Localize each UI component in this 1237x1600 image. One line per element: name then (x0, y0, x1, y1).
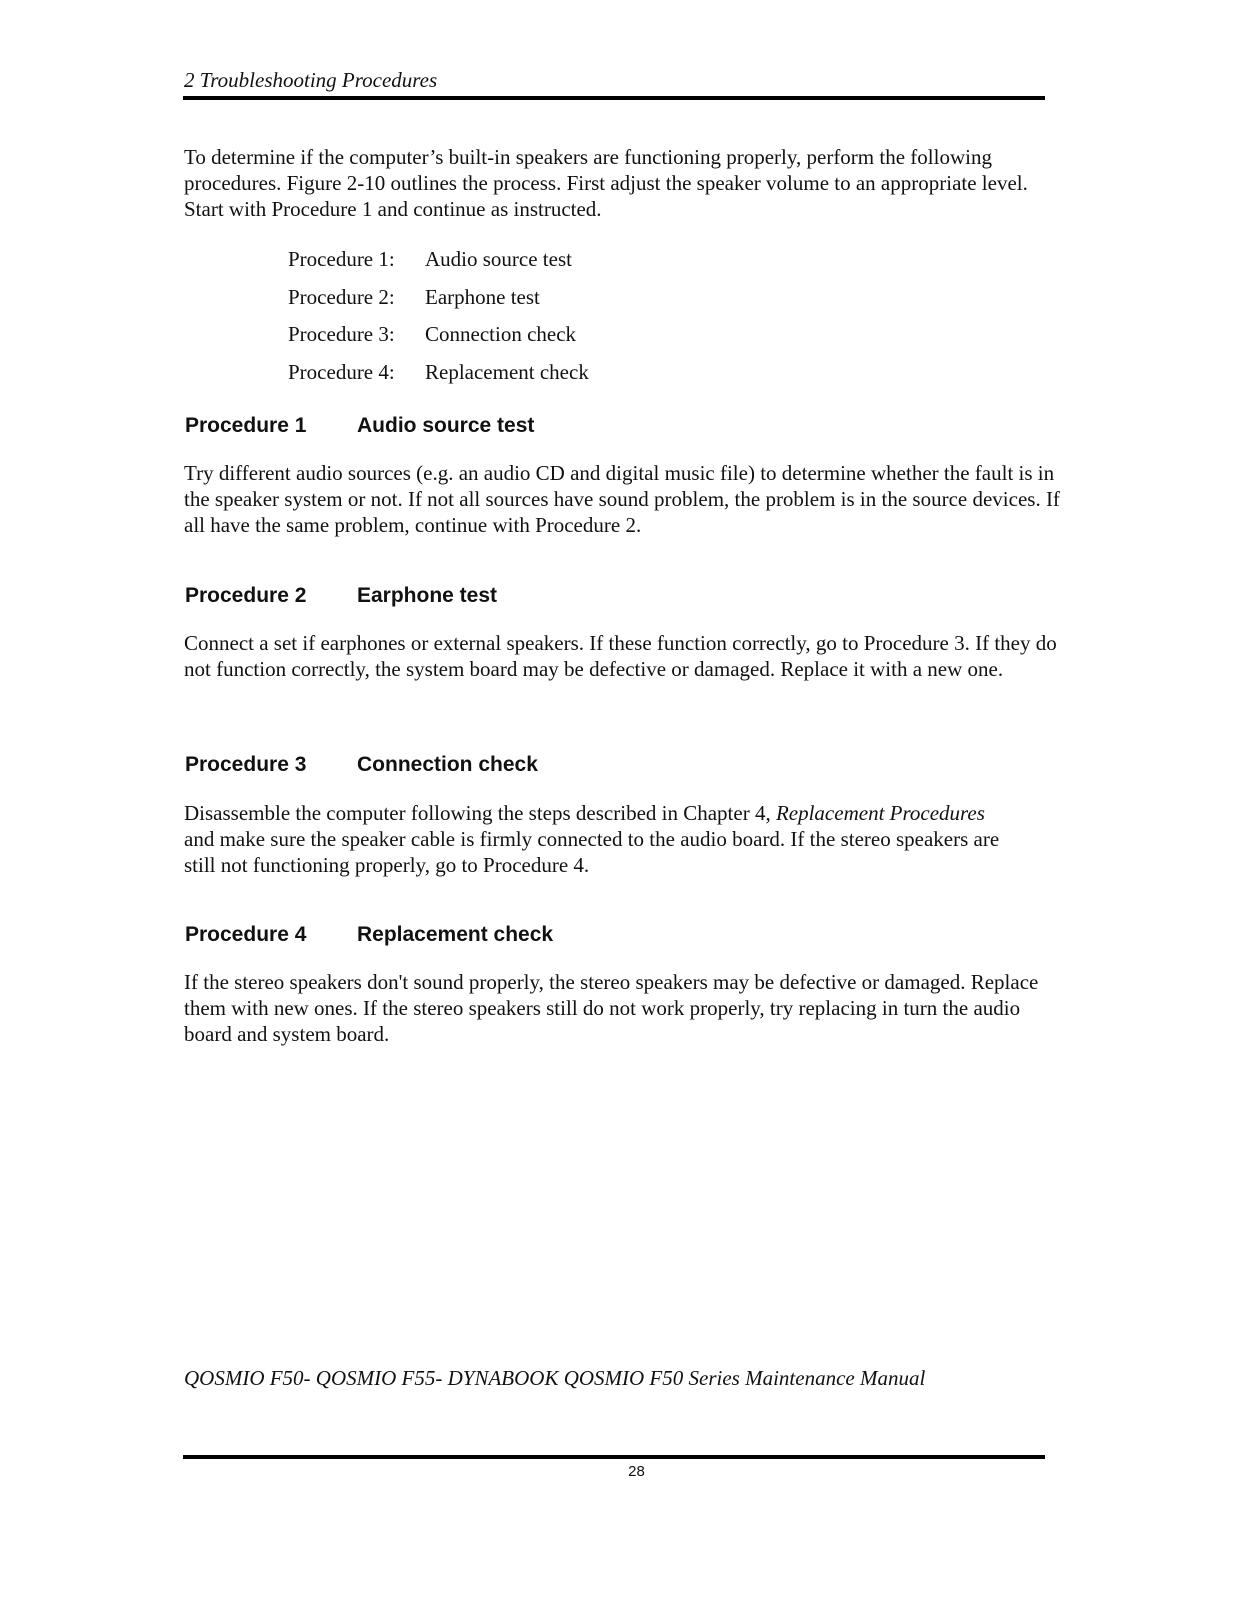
section-body-text: Disassemble the computer following the steps described in Chapter 4, (184, 801, 776, 825)
section-body-text: and make sure the speaker cable is firmly connected to the audio board. If the stereo speakers are still not functioning properly, go to Procedure 4. (184, 827, 1000, 877)
section-number: Procedure 4 (185, 923, 307, 946)
section-heading-procedure-2 (185, 583, 497, 609)
section-title: Replacement check (357, 923, 554, 946)
procedure-list-number: Procedure 3: (288, 322, 395, 346)
running-header: 2 Troubleshooting Procedures (184, 68, 438, 92)
procedure-list (288, 246, 589, 396)
footer-rule (183, 1455, 1045, 1459)
procedure-list-number: Procedure 2: (288, 284, 395, 309)
page-number: 28 (628, 1463, 645, 1480)
section-number: Procedure 2 (185, 584, 307, 607)
section-heading-procedure-3 (185, 752, 538, 778)
section-title: Audio source test (357, 414, 535, 437)
intro-paragraph: To determine if the computer’s built-in speakers are functioning properly, perform the following procedures. Figure 2-10 outlines the process. First adjust the speaker volume to an appropriate level. Start with Procedure 1 and continue as instructed. (184, 145, 1028, 221)
procedure-list-number: Procedure 1: (288, 247, 395, 271)
procedure-list-name: Audio source test (425, 247, 572, 271)
list-item (288, 359, 589, 397)
section-number: Procedure 1 (185, 414, 307, 437)
section-title: Connection check (357, 753, 538, 776)
list-item (288, 284, 589, 322)
procedure-list-name: Earphone test (425, 284, 540, 309)
footer-manual-title: QOSMIO F50- QOSMIO F55- DYNABOOK QOSMIO F50 Series Maintenance Manual (184, 1366, 926, 1390)
list-item (288, 246, 589, 284)
section-heading-procedure-1 (185, 413, 534, 439)
section-title: Earphone test (357, 584, 498, 607)
chapter-reference: Replacement Procedures (775, 801, 985, 825)
section-body-procedure-3 (184, 800, 1014, 878)
procedure-list-name: Connection check (425, 322, 577, 346)
section-number: Procedure 3 (185, 753, 307, 776)
section-body-procedure-1: Try different audio sources (e.g. an audio CD and digital music file) to determine whether the fault is in the speaker system or not. If not all sources have sound problem, the problem is in the source devices. If all have the same problem, continue with Procedure 2. (184, 461, 1060, 537)
section-body-procedure-2: Connect a set if earphones or external speakers. If these function correctly, go to Procedure 3. If they do not function correctly, the system board may be defective or damaged. Replace it with a new one. (184, 631, 1057, 681)
section-heading-procedure-4 (185, 922, 553, 948)
procedure-list-name: Replacement check (425, 359, 589, 384)
section-body-procedure-4: If the stereo speakers don't sound properly, the stereo speakers may be defective or damaged. Replace them with new ones. If the stereo speakers still do not work properly, try replacing in turn the audio board and system board. (184, 970, 1039, 1046)
procedure-list-number: Procedure 4: (288, 359, 395, 384)
list-item (288, 321, 589, 359)
header-rule (183, 96, 1045, 100)
